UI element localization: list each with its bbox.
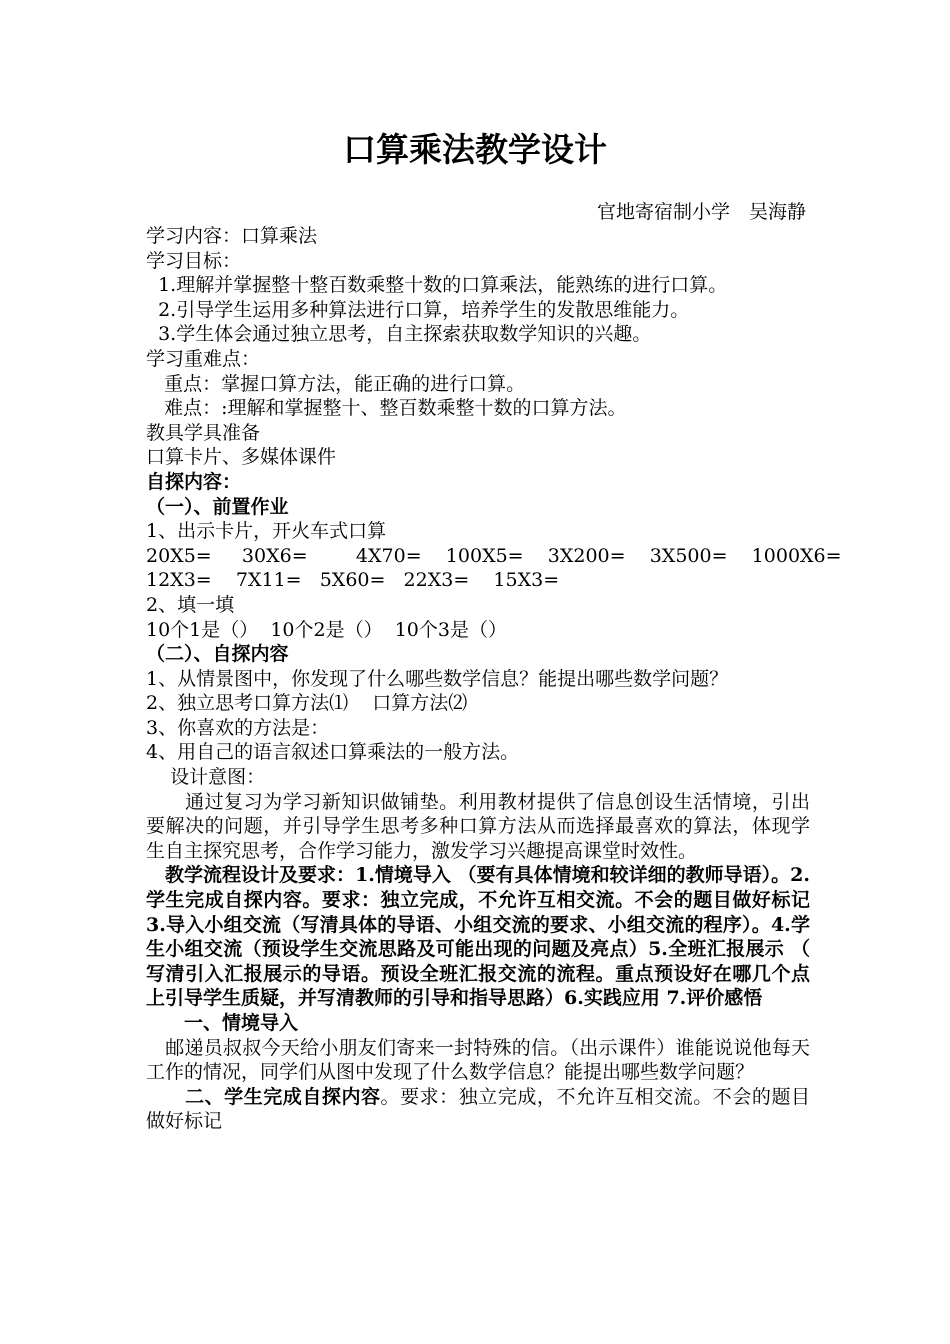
key-point-line: 重点：掌握口算方法，能正确的进行口算。 — [146, 372, 526, 395]
fill-blank-row: 10个1是（） 10个2是（） 10个3是（） — [146, 618, 507, 641]
step-two-paragraph — [146, 1085, 810, 1134]
study-goals-heading: 学习目标： — [146, 249, 242, 272]
task-line: 4、用自己的语言叙述口算乘法的一般方法。 — [146, 741, 520, 764]
difficult-point-line: 难点：:理解和掌握整十、整百数乘整十数的口算方法。 — [146, 397, 627, 420]
author-line: 官地寄宿制小学 吴海静 — [596, 201, 806, 223]
step-heading: 一、情境导入 — [146, 1012, 299, 1034]
task-line: 3、你喜欢的方法是： — [146, 716, 330, 739]
goal-item: 1.理解并掌握整十整百数乘整十数的口算乘法，能熟练的进行口算。 — [146, 274, 728, 297]
design-intent-paragraph: 通过复习为学习新知识做铺垫。利用教材提供了信息创设生活情境，引出要解决的问题，并引导学生思考多种口算方法从而选择最喜欢的算法，体现学生自主探究思考，合作学习能力，激发学习兴趣提高课堂时效性。 — [146, 790, 810, 862]
teaching-flow-paragraph: 教学流程设计及要求：1.情境导入 （要有具体情境和较详细的教师导语）。2.学生完成自探内容。要求：独立完成，不允许互相交流。不会的题目做好标记 3.导入小组交流（写清具体的导语、小组交流的要求、小组交流的程序）。4.学生小组交流（预设学生交流思路及可能出现的问题及亮点）5.全班汇报展示 （ 写清引入汇报展示的导语。预设全班汇报交流的流程。重点预设好在哪几个点上引导学生质疑，并写清教师的引导和指导思路）6.实践应用 7.评价感悟 — [146, 864, 810, 1010]
design-intent-heading: 设计意图： — [146, 766, 266, 789]
teaching-aids-line: 口算卡片、多媒体课件 — [146, 446, 337, 469]
section-heading: （一）、前置作业 — [146, 495, 289, 518]
task-line: 2、填一填 — [146, 593, 235, 616]
calc-row: 12X3= 7X11= 5X60= 22X3= 15X3= — [146, 569, 560, 592]
teaching-aids-heading: 教具学具准备 — [146, 421, 261, 444]
step-heading: 二、学生完成自探内容 — [146, 1085, 381, 1108]
document-title: 口算乘法教学设计 — [343, 130, 607, 169]
goal-item: 3.学生体会通过独立思考，自主探索获取数学知识的兴趣。 — [146, 323, 652, 346]
key-points-heading: 学习重难点： — [146, 347, 261, 370]
task-line: 1、从情景图中，你发现了什么哪些数学信息？能提出哪些数学问题？ — [146, 667, 729, 690]
self-explore-heading: 自探内容： — [146, 470, 242, 493]
study-content-line: 学习内容：口算乘法 — [146, 225, 318, 247]
goal-item: 2.引导学生运用多种算法进行口算，培养学生的发散思维能力。 — [146, 298, 690, 321]
requirement-text: 。要求：独立完成，不允许互相交流。不会的题目做好标记 — [146, 1085, 810, 1133]
calc-row: 20X5= 30X6= 4X70= 100X5= 3X200= 3X500= 1000X6= — [146, 544, 842, 567]
task-line: 1、出示卡片，开火车式口算 — [146, 520, 387, 543]
document-body — [146, 224, 842, 1134]
section-heading: （二）、自探内容 — [146, 643, 289, 666]
situation-paragraph: 邮递员叔叔今天给小朋友们寄来一封特殊的信。（出示课件）谁能说说他每天工作的情况，同学们从图中发现了什么数学信息？能提出哪些数学问题？ — [146, 1036, 810, 1084]
task-line: 2、独立思考口算方法⑴ 口算方法⑵ — [146, 692, 468, 715]
